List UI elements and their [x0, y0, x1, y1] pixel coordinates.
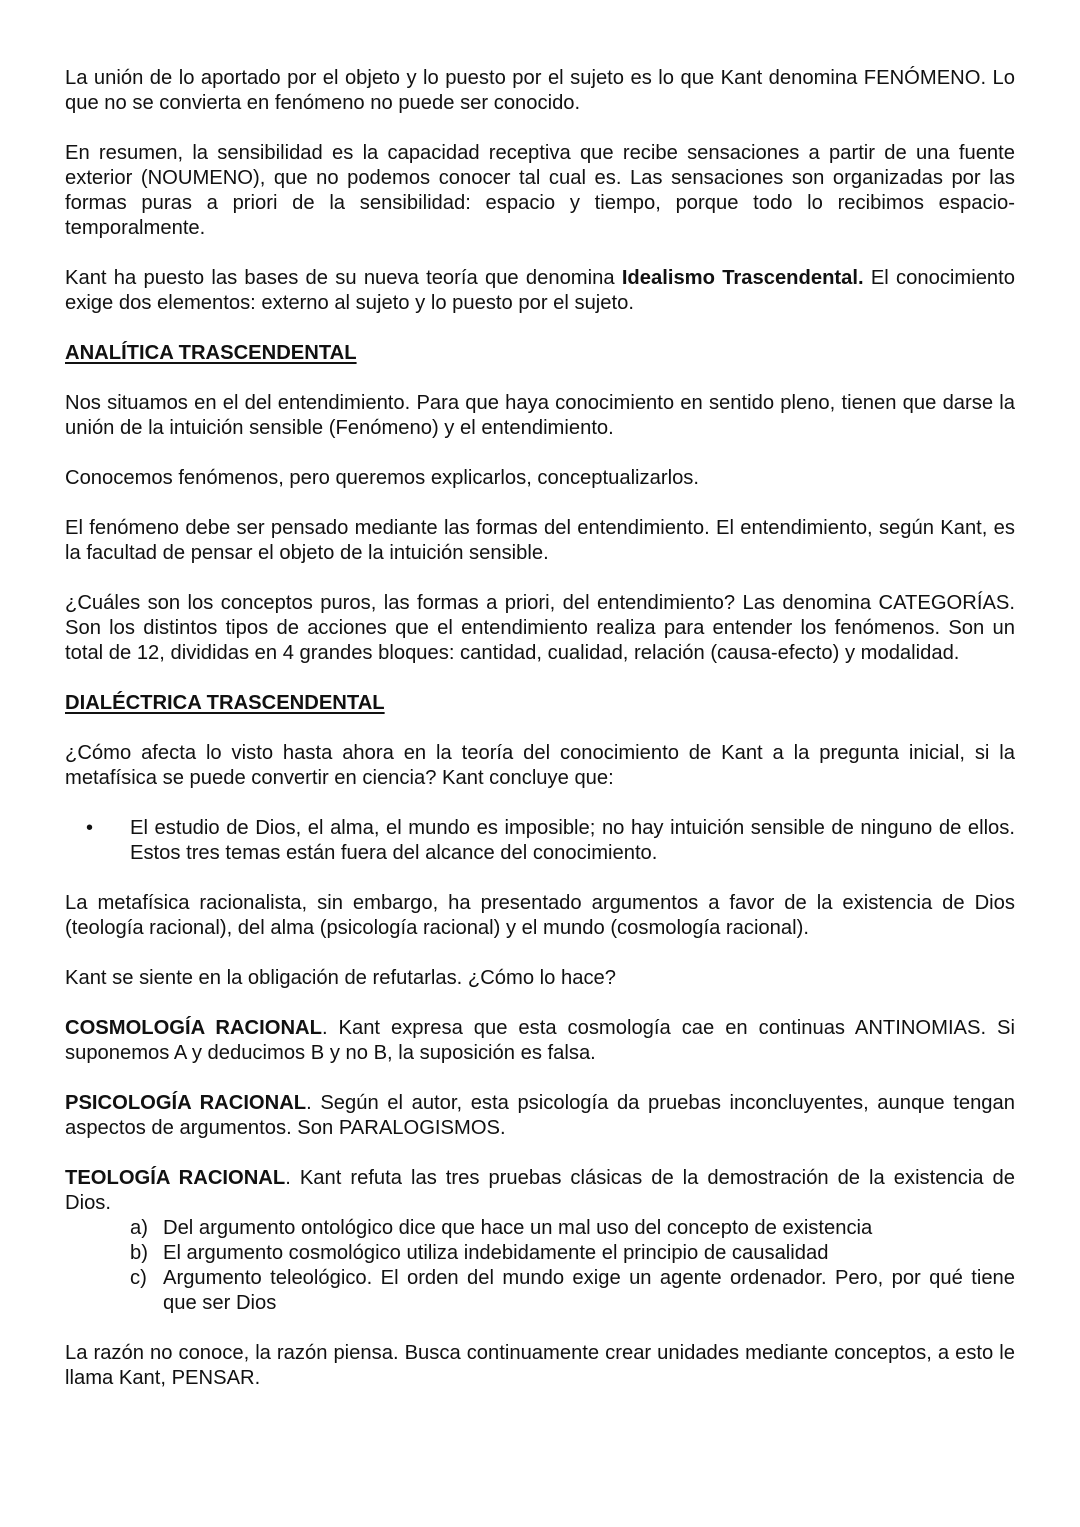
idealismo-text-b: El conocimiento exige dos elementos: externo al sujeto y lo puesto por el sujeto.: [65, 267, 1015, 314]
list-item-text: El argumento cosmológico utiliza indebidamente el principio de causalidad: [163, 1242, 829, 1264]
list-item-text: Argumento teleológico. El orden del mundo exige un agente ordenador. Pero, por qué tiene que ser Dios: [163, 1267, 1015, 1314]
paragraph-psicologia: [65, 1091, 1015, 1141]
list-item: [65, 1266, 1015, 1316]
idealismo-bold: Idealismo Trascendental.: [621, 267, 864, 289]
paragraph-idealismo: [65, 266, 1015, 316]
idealismo-text-a: Kant ha puesto las bases de su nueva teoría que denomina: [65, 267, 622, 289]
paragraph-refutar: Kant se siente en la obligación de refutarlas. ¿Cómo lo hace?: [65, 967, 616, 989]
list-item: [65, 1216, 1015, 1241]
psicologia-bold: PSICOLOGÍA RACIONAL: [65, 1092, 307, 1114]
paragraph-entendimiento: Nos situamos en el del entendimiento. Para que haya conocimiento en sentido pleno, tienen que darse la unión de la intuición sensible (Fenómeno) y el entendimiento.: [65, 392, 1015, 439]
heading-dialectica: DIALÉCTRICA TRASCENDENTAL: [65, 692, 385, 714]
bullet-dot-icon: •: [86, 817, 94, 839]
cosmologia-bold: COSMOLOGÍA RACIONAL: [65, 1017, 322, 1039]
pruebas-list: [65, 1216, 1015, 1316]
paragraph-razon: La razón no conoce, la razón piensa. Busca continuamente crear unidades mediante conceptos, a esto le llama Kant, PENSAR.: [65, 1342, 1015, 1389]
cosmologia-text: . Kant expresa que esta cosmología cae en continuas ANTINOMIAS. Si suponemos A y deducimos B y no B, la suposición es falsa.: [65, 1017, 1015, 1064]
bullet-item: [65, 816, 1015, 866]
paragraph-cosmologia: [65, 1016, 1015, 1066]
paragraph-categorias: ¿Cuáles son los conceptos puros, las formas a priori, del entendimiento? Las denomina CATEGORÍAS. Son los distintos tipos de acciones que el entendimiento realiza para entender los fenómenos. Son un total de 12, divididas en 4 grandes bloques: cantidad, cualidad, relación (causa-efecto) y modalidad.: [65, 592, 1015, 664]
teologia-bold: TEOLOGÍA RACIONAL: [65, 1167, 286, 1189]
paragraph-teologia: [65, 1166, 1015, 1216]
list-item: [65, 1241, 1015, 1266]
paragraph-fenomeno: La unión de lo aportado por el objeto y lo puesto por el sujeto es lo que Kant denomina FENÓMENO. Lo que no se convierta en fenómeno no puede ser conocido.: [65, 67, 1015, 114]
list-marker: c): [130, 1267, 147, 1289]
paragraph-conocemos: Conocemos fenómenos, pero queremos explicarlos, conceptualizarlos.: [65, 467, 699, 489]
bullet-text: El estudio de Dios, el alma, el mundo es imposible; no hay intuición sensible de ninguno de ellos. Estos tres temas están fuera del alcance del conocimiento.: [130, 817, 1015, 864]
list-marker: a): [130, 1217, 148, 1239]
list-marker: b): [130, 1242, 148, 1264]
paragraph-fenomeno-pensado: El fenómeno debe ser pensado mediante las formas del entendimiento. El entendimiento, según Kant, es la facultad de pensar el objeto de la intuición sensible.: [65, 517, 1015, 564]
psicologia-text: . Según el autor, esta psicología da pruebas inconcluyentes, aunque tengan aspectos de argumentos. Son PARALOGISMOS.: [65, 1092, 1015, 1139]
paragraph-pregunta: ¿Cómo afecta lo visto hasta ahora en la teoría del conocimiento de Kant a la pregunta inicial, si la metafísica se puede convertir en ciencia? Kant concluye que:: [65, 742, 1015, 789]
document-page: [65, 66, 1015, 1416]
teologia-text: . Kant refuta las tres pruebas clásicas de la demostración de la existencia de Dios.: [65, 1167, 1015, 1214]
bullet-list: [65, 816, 1015, 866]
paragraph-sensibilidad: En resumen, la sensibilidad es la capacidad receptiva que recibe sensaciones a partir de una fuente exterior (NOUMENO), que no podemos conocer tal cual es. Las sensaciones son organizadas por las formas puras a priori de la sensibilidad: espacio y tiempo, porque todo lo recibimos espacio-temporalmente.: [65, 142, 1015, 239]
heading-analitica: ANALÍTICA TRASCENDENTAL: [65, 342, 357, 364]
list-item-text: Del argumento ontológico dice que hace un mal uso del concepto de existencia: [163, 1217, 873, 1239]
paragraph-metafisica: La metafísica racionalista, sin embargo, ha presentado argumentos a favor de la existencia de Dios (teología racional), del alma (psicología racional) y el mundo (cosmología racional).: [65, 892, 1015, 939]
